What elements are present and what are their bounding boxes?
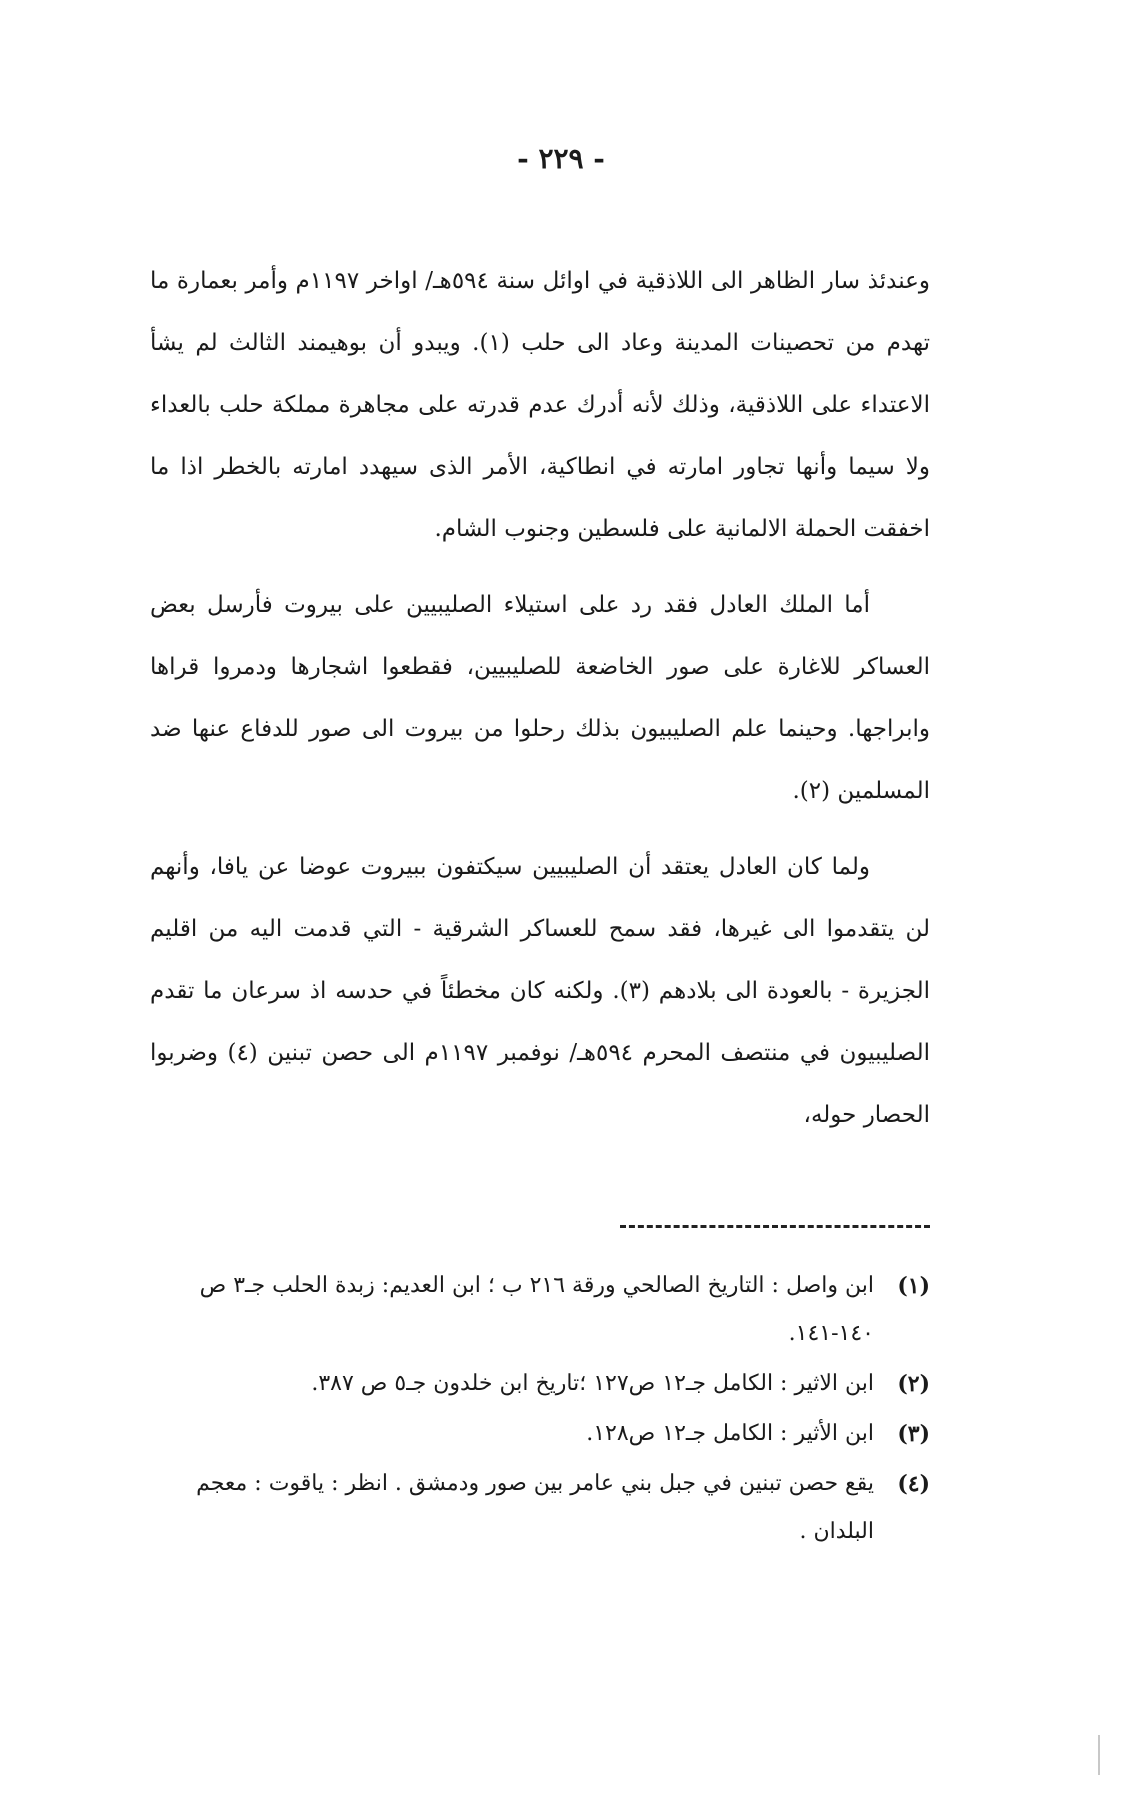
scan-edge-mark — [1098, 1735, 1100, 1775]
footnote-text: ابن واصل : التاريخ الصالحي ورقة ٢١٦ ب ؛ ابن العديم: زبدة الحلب جـ٣ ص ١٤٠-١٤١. — [199, 1273, 874, 1346]
footnotes — [150, 1262, 930, 1558]
footnote-4 — [150, 1460, 930, 1556]
page-number: - ٢٢٩ - — [517, 142, 605, 175]
footnote-number: (٢) — [897, 1371, 930, 1397]
footnote-text: ابن الاثير : الكامل جـ١٢ ص١٢٧ ؛تاريخ ابن خلدون جـ٥ ص ٣٨٧. — [311, 1371, 874, 1396]
footnote-number: (٣) — [897, 1421, 930, 1447]
paragraph-1: وعندئذ سار الظاهر الى اللاذقية في اوائل سنة ٥٩٤هـ/ اواخر ١١٩٧م وأمر بعمارة ما تهدم من تحصينات المدينة وعاد الى حلب (١). ويبدو أن بوهيمند الثالث لم يشأ الاعتداء على اللاذقية، وذلك لأنه أدرك عدم قدرته على مجاهرة مملكة حلب بالعداء ولا سيما وأنها تجاور امارته في انطاكية، الأمر الذى سيهدد امارته بالخطر اذا ما اخفقت الحملة الالمانية على فلسطين وجنوب الشام. — [150, 268, 930, 542]
footnote-2 — [150, 1360, 930, 1408]
paragraph-2: أما الملك العادل فقد رد على استيلاء الصليبيين على بيروت فأرسل بعض العساكر للاغارة على صور الخاضعة للصليبيين، فقطعوا اشجارها ودمروا قراها وابراجها. وحينما علم الصليبيون بذلك رحلوا من بيروت الى صور للدفاع عنها ضد المسلمين (٢). — [150, 592, 930, 804]
footnote-text: ابن الأثير : الكامل جـ١٢ ص١٢٨. — [586, 1421, 874, 1446]
footnote-number: (٤) — [897, 1471, 930, 1497]
paragraph-3: ولما كان العادل يعتقد أن الصليبيين سيكتفون ببيروت عوضا عن يافا، وأنهم لن يتقدموا الى غيرها، فقد سمح للعساكر الشرقية - التي قدمت اليه من اقليم الجزيرة - بالعودة الى بلادهم (٣). ولكنه كان مخطئاً في حدسه اذ سرعان ما تقدم الصليبيون في منتصف المحرم ٥٩٤هـ/ نوفمبر ١١٩٧م الى حصن تبنين (٤) وضربوا الحصار حوله، — [150, 854, 931, 1128]
footnote-text: يقع حصن تبنين في جبل بني عامر بين صور ودمشق . انظر : ياقوت : معجم البلدان . — [196, 1471, 874, 1544]
footnote-3 — [150, 1410, 930, 1458]
footnote-separator — [620, 1225, 930, 1228]
body-text — [150, 250, 930, 1160]
footnote-1 — [150, 1262, 930, 1358]
footnote-number: (١) — [897, 1273, 930, 1299]
